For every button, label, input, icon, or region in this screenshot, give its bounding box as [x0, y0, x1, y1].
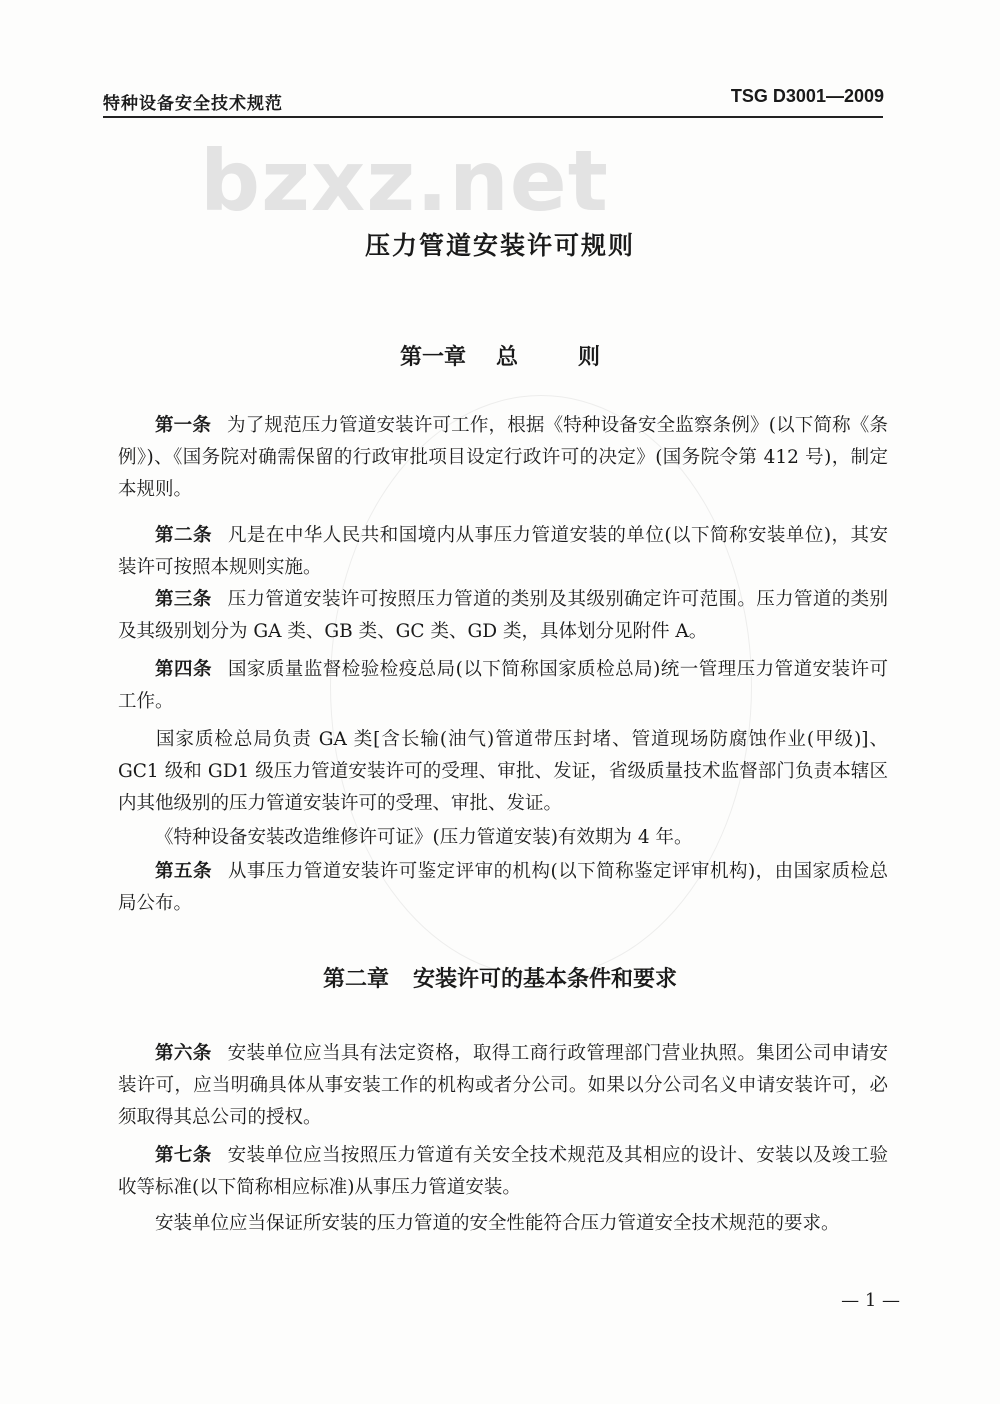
article-5 [118, 856, 888, 920]
chapter-2-heading [0, 962, 1000, 993]
article-4-paragraph-2-text: 国家质检总局负责 GA 类[含长输(油气)管道带压封堵、管道现场防腐蚀作业(甲级)]、GC1 级和 GD1 级压力管道安装许可的受理、审批、发证，省级质量技术监督部门负责本辖区内其他级别的压力管道安装许可的受理、审批、发证。 [118, 729, 888, 814]
article-3-lead: 第三条 [155, 589, 212, 610]
header-rule [103, 116, 883, 118]
article-1-lead: 第一条 [155, 415, 212, 436]
article-6-text: 安装单位应当具有法定资格，取得工商行政管理部门营业执照。集团公司申请安装许可，应当明确具体从事安装工作的机构或者分公司。如果以分公司名义申请安装许可，必须取得其总公司的授权。 [118, 1043, 888, 1128]
article-5-lead: 第五条 [155, 861, 212, 882]
article-2 [118, 520, 888, 584]
chapter-1-heading [0, 340, 1000, 371]
article-4-paragraph-3-text: 《特种设备安装改造维修许可证》(压力管道安装)有效期为 4 年。 [155, 827, 693, 848]
article-4-paragraph-3 [118, 822, 888, 854]
document-title: 压力管道安装许可规则 [364, 231, 635, 260]
article-3-text: 压力管道安装许可按照压力管道的类别及其级别确定许可范围。压力管道的类别及其级别划分为 GA 类、GB 类、GC 类、GD 类，具体划分见附件 A。 [118, 589, 888, 642]
article-2-text: 凡是在中华人民共和国境内从事压力管道安装的单位(以下简称安装单位)，其安装许可按照本规则实施。 [118, 525, 888, 578]
article-1-text: 为了规范压力管道安装许可工作，根据《特种设备安全监察条例》(以下简称《条例》)、《国务院对确需保留的行政审批项目设定行政许可的决定》(国务院令第 412 号)，制定本规则。 [118, 415, 888, 500]
article-4-text: 国家质量监督检验检疫总局(以下简称国家质检总局)统一管理压力管道安装许可工作。 [118, 659, 888, 712]
article-7 [118, 1140, 888, 1204]
article-4-paragraph-2 [118, 724, 888, 820]
header-code: TSG D3001—2009 [730, 86, 884, 106]
chapter-2-number: 第二章 [322, 967, 389, 992]
chapter-2-name: 安装许可的基本条件和要求 [413, 967, 678, 992]
article-3 [118, 584, 888, 648]
article-4-lead: 第四条 [155, 659, 212, 680]
chapter-1-name-b: 则 [578, 345, 601, 370]
article-6 [118, 1038, 888, 1134]
chapter-1-name-a: 总 [495, 345, 518, 370]
page-number: — 1 — [841, 1290, 900, 1311]
article-7-lead: 第七条 [155, 1145, 212, 1166]
article-7-text: 安装单位应当按照压力管道有关安全技术规范及其相应的设计、安装以及竣工验收等标准(以下简称相应标准)从事压力管道安装。 [118, 1145, 888, 1198]
watermark: bzxz.net [200, 132, 609, 230]
article-7-paragraph-2 [118, 1208, 888, 1240]
article-7-paragraph-2-text: 安装单位应当保证所安装的压力管道的安全性能符合压力管道安全技术规范的要求。 [155, 1213, 840, 1234]
article-5-text: 从事压力管道安装许可鉴定评审的机构(以下简称鉴定评审机构)，由国家质检总局公布。 [118, 861, 888, 914]
header-series: 特种设备安全技术规范 [103, 94, 283, 114]
article-4 [118, 654, 888, 718]
article-2-lead: 第二条 [155, 525, 212, 546]
chapter-1-number: 第一章 [399, 345, 466, 370]
article-1 [118, 410, 888, 506]
article-6-lead: 第六条 [155, 1043, 212, 1064]
